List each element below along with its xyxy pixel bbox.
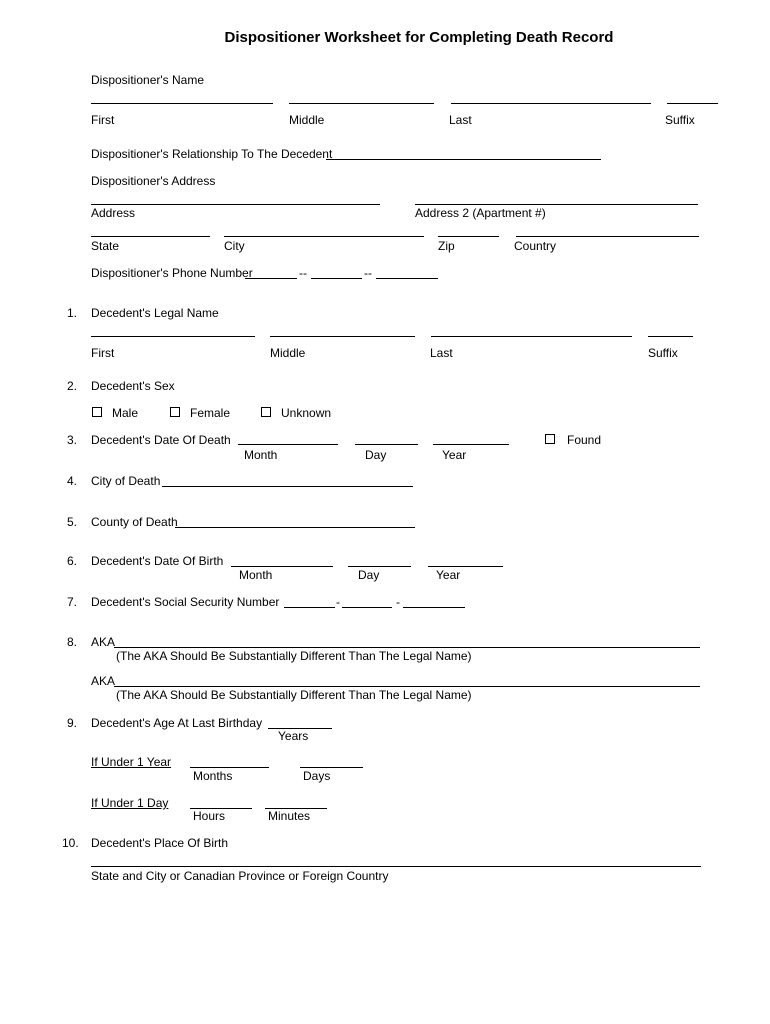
days-caption: Days xyxy=(303,769,331,783)
age-months-field[interactable] xyxy=(190,767,269,768)
section-number: 4. xyxy=(67,474,78,488)
unknown-option-label: Unknown xyxy=(281,406,332,420)
death-day-field[interactable] xyxy=(355,444,418,445)
section-number: 6. xyxy=(67,554,78,568)
birth-day-field[interactable] xyxy=(348,566,411,567)
suffix-caption: Suffix xyxy=(665,113,695,127)
under-1-year-label: If Under 1 Year xyxy=(91,755,172,769)
address-caption: Address xyxy=(91,206,136,220)
address2-caption: Address 2 (Apartment #) xyxy=(415,206,546,220)
first-caption: First xyxy=(91,346,115,360)
years-caption: Years xyxy=(278,729,309,743)
zip-caption: Zip xyxy=(438,239,455,253)
city-of-death-field[interactable] xyxy=(162,486,413,487)
found-label: Found xyxy=(567,433,602,447)
decedent-middle-name-field[interactable] xyxy=(270,336,415,337)
address-field[interactable] xyxy=(91,204,380,205)
ssn-part3-field[interactable] xyxy=(403,607,465,608)
address2-field[interactable] xyxy=(415,204,698,205)
male-checkbox[interactable] xyxy=(92,407,102,417)
year-caption: Year xyxy=(442,448,467,462)
year-caption: Year xyxy=(436,568,461,582)
dispositioner-first-name-field[interactable] xyxy=(91,103,273,104)
aka-label: AKA xyxy=(91,635,116,649)
ssn-part2-field[interactable] xyxy=(342,607,392,608)
sex-label: Decedent's Sex xyxy=(91,379,175,393)
months-caption: Months xyxy=(193,769,233,783)
decedent-first-name-field[interactable] xyxy=(91,336,255,337)
page-title: Dispositioner Worksheet for Completing Death Record xyxy=(224,29,614,46)
under-1-day-label: If Under 1 Day xyxy=(91,796,169,810)
month-caption: Month xyxy=(239,568,273,582)
aka-note: (The AKA Should Be Substantially Different Than The Legal Name) xyxy=(116,649,472,663)
aka-field-1[interactable] xyxy=(114,647,700,648)
first-caption: First xyxy=(91,113,115,127)
minutes-caption: Minutes xyxy=(268,809,311,823)
aka-label: AKA xyxy=(91,674,116,688)
ssn-part1-field[interactable] xyxy=(284,607,335,608)
month-caption: Month xyxy=(244,448,278,462)
section-number: 8. xyxy=(67,635,78,649)
place-of-birth-label: Decedent's Place Of Birth xyxy=(91,836,229,850)
phone-separator: -- xyxy=(299,266,307,280)
age-label: Decedent's Age At Last Birthday xyxy=(91,716,263,730)
ssn-label: Decedent's Social Security Number xyxy=(91,595,280,609)
middle-caption: Middle xyxy=(289,113,325,127)
relationship-label: Dispositioner's Relationship To The Decedent xyxy=(91,147,333,161)
address-label: Dispositioner's Address xyxy=(91,174,216,188)
place-of-birth-caption: State and City or Canadian Province or Foreign Country xyxy=(91,869,389,883)
last-caption: Last xyxy=(430,346,453,360)
phone-prefix-field[interactable] xyxy=(311,278,362,279)
day-caption: Day xyxy=(358,568,380,582)
phone-separator: -- xyxy=(364,266,372,280)
birth-year-field[interactable] xyxy=(428,566,503,567)
dispositioner-name-label: Dispositioner's Name xyxy=(91,73,204,87)
birth-month-field[interactable] xyxy=(231,566,333,567)
phone-label: Dispositioner's Phone Number xyxy=(91,266,253,280)
last-caption: Last xyxy=(449,113,472,127)
phone-area-field[interactable] xyxy=(245,278,297,279)
death-month-field[interactable] xyxy=(238,444,338,445)
section-number: 5. xyxy=(67,515,78,529)
city-field[interactable] xyxy=(224,236,424,237)
found-checkbox[interactable] xyxy=(545,434,555,444)
country-field[interactable] xyxy=(516,236,699,237)
section-number: 9. xyxy=(67,716,78,730)
phone-line-field[interactable] xyxy=(376,278,438,279)
aka-note: (The AKA Should Be Substantially Different Than The Legal Name) xyxy=(116,688,472,702)
decedent-suffix-field[interactable] xyxy=(648,336,693,337)
decedent-last-name-field[interactable] xyxy=(431,336,632,337)
place-of-birth-field[interactable] xyxy=(91,866,701,867)
county-of-death-field[interactable] xyxy=(175,527,415,528)
relationship-field[interactable] xyxy=(326,159,601,160)
dispositioner-suffix-field[interactable] xyxy=(667,103,718,104)
suffix-caption: Suffix xyxy=(648,346,678,360)
legal-name-label: Decedent's Legal Name xyxy=(91,306,219,320)
middle-caption: Middle xyxy=(270,346,306,360)
age-days-field[interactable] xyxy=(300,767,363,768)
dispositioner-last-name-field[interactable] xyxy=(451,103,651,104)
female-option-label: Female xyxy=(190,406,231,420)
zip-field[interactable] xyxy=(438,236,499,237)
dispositioner-middle-name-field[interactable] xyxy=(289,103,434,104)
day-caption: Day xyxy=(365,448,387,462)
section-number: 1. xyxy=(67,306,78,320)
city-caption: City xyxy=(224,239,245,253)
date-of-death-label: Decedent's Date Of Death xyxy=(91,433,231,447)
city-of-death-label: City of Death xyxy=(91,474,161,488)
death-year-field[interactable] xyxy=(433,444,509,445)
county-of-death-label: County of Death xyxy=(91,515,178,529)
hours-caption: Hours xyxy=(193,809,226,823)
country-caption: Country xyxy=(514,239,557,253)
ssn-separator: - xyxy=(336,595,340,609)
state-caption: State xyxy=(91,239,120,253)
ssn-separator: - xyxy=(396,595,400,609)
section-number: 2. xyxy=(67,379,78,393)
section-number: 10. xyxy=(62,836,79,850)
section-number: 7. xyxy=(67,595,78,609)
date-of-birth-label: Decedent's Date Of Birth xyxy=(91,554,224,568)
section-number: 3. xyxy=(67,433,78,447)
female-checkbox[interactable] xyxy=(170,407,180,417)
male-option-label: Male xyxy=(112,406,139,420)
unknown-checkbox[interactable] xyxy=(261,407,271,417)
state-field[interactable] xyxy=(91,236,210,237)
aka-field-2[interactable] xyxy=(114,686,700,687)
